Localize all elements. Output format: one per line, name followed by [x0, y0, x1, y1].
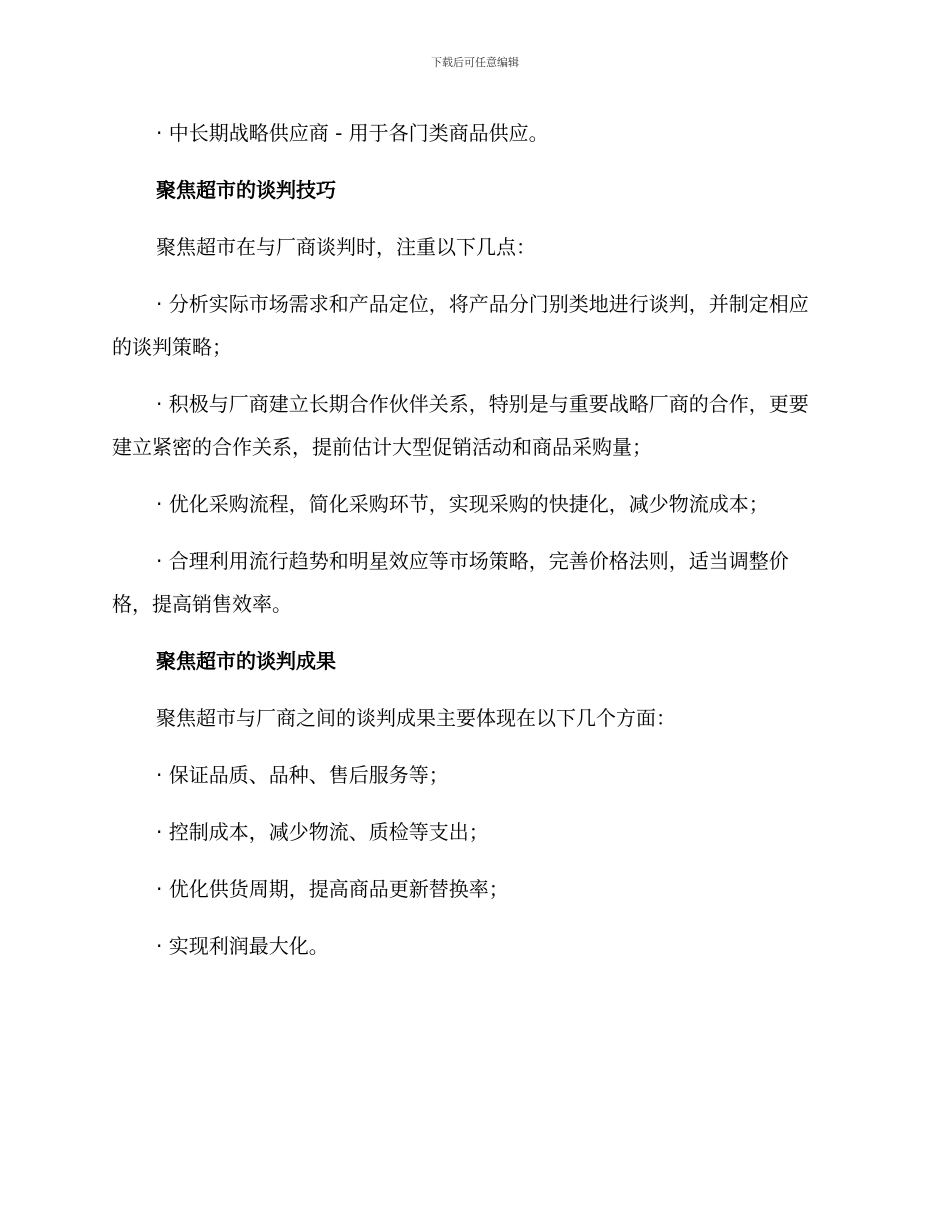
bullet-quality-guarantee: · 保证品质、品种、售后服务等； [156, 763, 449, 787]
bullet-strategic-supplier: · 中长期战略供应商 - 用于各门类商品供应。 [156, 121, 549, 145]
bullet-market-strategy: · 合理利用流行趋势和明星效应等市场策略，完善价格法则，适当调整价格，提高销售效率。 [112, 549, 789, 616]
bullet-supply-cycle: · 优化供货周期，提高商品更新替换率； [156, 877, 509, 901]
bullet-optimize-procurement: · 优化采购流程，简化采购环节，实现采购的快捷化，减少物流成本； [156, 492, 769, 516]
bullet-market-analysis: · 分析实际市场需求和产品定位，将产品分门别类地进行谈判，并制定相应的谈判策略； [112, 292, 809, 359]
intro-paragraph-skills: 聚焦超市在与厂商谈判时，注重以下几点： [156, 235, 536, 259]
document-body [112, 112, 824, 982]
bullet-long-term-partnership: · 积极与厂商建立长期合作伙伴关系，特别是与重要战略厂商的合作，更要建立紧密的合作关系，提前估计大型促销活动和商品采购量； [112, 392, 809, 459]
bullet-cost-control: · 控制成本，减少物流、质检等支出； [156, 820, 489, 844]
section-heading-negotiation-skills: 聚焦超市的谈判技巧 [156, 178, 336, 202]
bullet-profit-maximization: · 实现利润最大化。 [156, 934, 329, 958]
section-heading-negotiation-results: 聚焦超市的谈判成果 [156, 649, 336, 673]
intro-paragraph-results: 聚焦超市与厂商之间的谈判成果主要体现在以下几个方面： [156, 706, 676, 730]
page-header: 下载后可任意编辑 [431, 56, 519, 69]
